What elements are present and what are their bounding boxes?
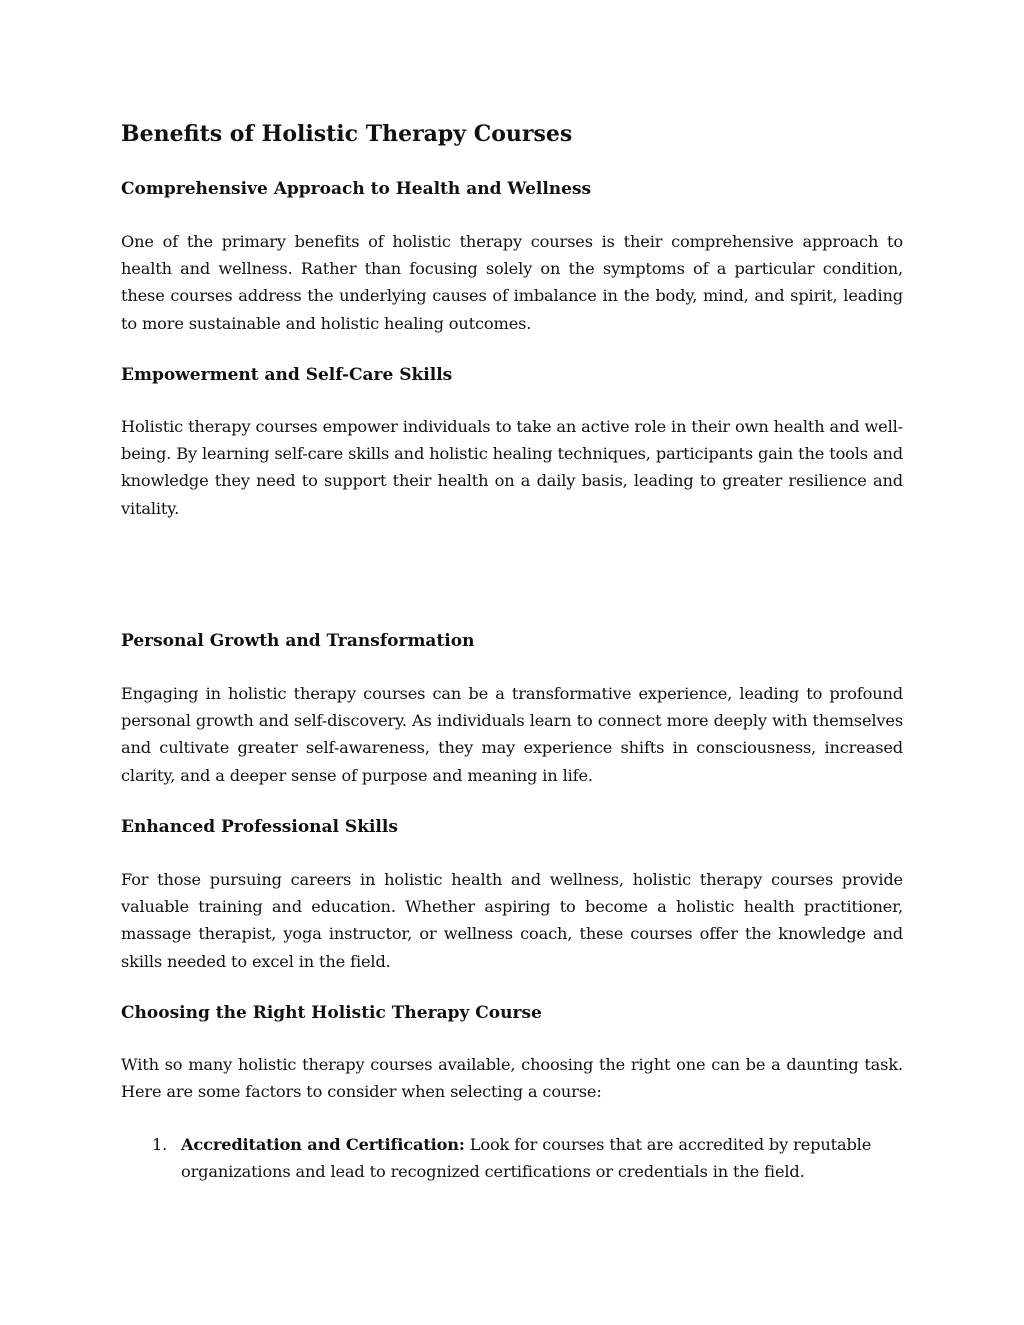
list-item-text: Look for courses that are accredited by reputable organizations and lead to recognized certifications or credentials in the field.	[181, 1135, 872, 1182]
list-item	[121, 1131, 903, 1185]
section-body-comprehensive: One of the primary benefits of holistic therapy courses is their comprehensive approach to health and wellness. Rather than focusing solely on the symptoms of a particular condition, these courses address the underlying causes of imbalance in the body, mind, and spirit, leading to more sustainable and holistic healing outcomes.	[121, 232, 903, 333]
section-body-choosing-course: With so many holistic therapy courses available, choosing the right one can be a daunting task. Here are some factors to consider when selecting a course:	[121, 1055, 903, 1102]
section-body-personal-growth: Engaging in holistic therapy courses can be a transformative experience, leading to profound personal growth and self-discovery. As individuals learn to connect more deeply with themselves and cultivate greater self-awareness, they may experience shifts in consciousness, increased clarity, and a deeper sense of purpose and meaning in life.	[121, 684, 903, 785]
section-heading-personal-growth: Personal Growth and Transformation	[121, 631, 475, 651]
section-heading-comprehensive: Comprehensive Approach to Health and Wellness	[121, 179, 592, 199]
section-body-professional-skills: For those pursuing careers in holistic health and wellness, holistic therapy courses provide valuable training and education. Whether aspiring to become a holistic health practitioner, massage therapist, yoga instructor, or wellness coach, these courses offer the knowledge and skills needed to excel in the field.	[121, 870, 903, 971]
section-body-empowerment: Holistic therapy courses empower individuals to take an active role in their own health and well-being. By learning self-care skills and holistic healing techniques, participants gain the tools and knowledge they need to support their health on a daily basis, leading to greater resilience and vitality.	[121, 417, 903, 518]
section-heading-choosing-course: Choosing the Right Holistic Therapy Course	[121, 1003, 542, 1023]
factors-list	[121, 1131, 903, 1185]
list-item-number: 1.	[152, 1135, 168, 1154]
section-heading-professional-skills: Enhanced Professional Skills	[121, 817, 398, 837]
section-heading-empowerment: Empowerment and Self-Care Skills	[121, 365, 453, 385]
list-item-term: Accreditation and Certification:	[181, 1135, 465, 1154]
document-title: Benefits of Holistic Therapy Courses	[121, 121, 573, 147]
